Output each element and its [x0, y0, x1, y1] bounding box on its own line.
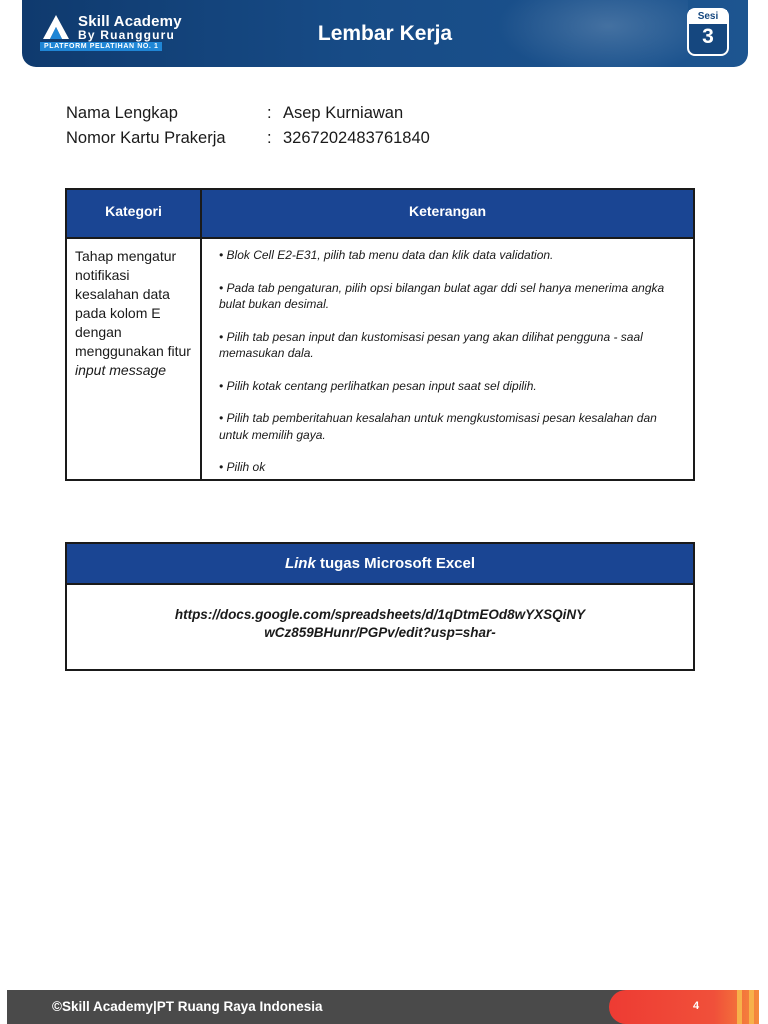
logo-text-brand: Skill Academy — [78, 13, 182, 30]
logo-tagline: PLATFORM PELATIHAN NO. 1 — [40, 42, 162, 51]
step-item: • Pilih ok — [219, 460, 266, 474]
column-header-kategori: Kategori — [105, 203, 162, 219]
column-divider — [200, 190, 202, 479]
kategori-text: Tahap mengatur notifikasi kesalahan data pada kolom E dengan menggunakan fitur — [75, 248, 191, 359]
footer-accent-shape — [609, 990, 759, 1024]
task-table — [65, 188, 695, 481]
card-label: Nomor Kartu Prakerja — [66, 129, 226, 147]
kategori-cell — [75, 247, 197, 380]
link-url-line1[interactable]: https://docs.google.com/spreadsheets/d/1qDtmEOd8wYXSQiNY — [174, 607, 586, 622]
link-title-italic: Link — [284, 555, 316, 572]
step-item: • Pilih kotak centang perlihatkan pesan input saat sel dipilih. — [219, 378, 537, 393]
card-value: 3267202483761840 — [283, 129, 430, 147]
step-item: • Pilih tab pesan input dan kustomisasi pesan yang akan dilihat pengguna - saal memasukan dala. — [219, 329, 643, 360]
session-number: 3 — [702, 25, 714, 48]
footer-stripe — [737, 990, 742, 1024]
separator: : — [267, 104, 272, 122]
footer-stripe — [749, 990, 754, 1024]
kategori-italic-text: input message — [75, 362, 167, 378]
link-title-rest: tugas Microsoft Excel — [315, 555, 476, 572]
step-item: • Blok Cell E2-E31, pilih tab menu data dan klik data validation. — [219, 248, 554, 262]
footer-bar — [7, 990, 759, 1024]
task-table-header — [67, 190, 693, 239]
name-value: Asep Kurniawan — [283, 104, 404, 122]
session-badge — [687, 8, 729, 56]
session-label: Sesi — [689, 10, 727, 24]
link-url-line2[interactable]: wCz859BHunr/PGPv/edit?usp=shar- — [264, 625, 496, 640]
header-banner — [22, 0, 748, 67]
step-item: • Pada tab pengaturan, pilih opsi bilangan bulat agar ddi sel hanya menerima angka bulat bukan desimal. — [219, 280, 665, 311]
page-number: 4 — [693, 1000, 700, 1012]
link-table-header — [67, 544, 693, 585]
footer-copyright: ©Skill Academy|PT Ruang Raya Indonesia — [52, 999, 323, 1014]
separator: : — [267, 129, 272, 147]
keterangan-cell — [219, 247, 689, 492]
spreadsheet-link[interactable] — [67, 606, 693, 642]
link-table — [65, 542, 695, 671]
column-header-keterangan: Keterangan — [408, 203, 487, 219]
page-title: Lembar Kerja — [317, 22, 453, 45]
step-item: • Pilih tab pemberitahuan kesalahan untuk mengkustomisasi pesan kesalahan dan untuk memilih gaya. — [219, 411, 657, 442]
name-label: Nama Lengkap — [66, 104, 178, 122]
logo-text-sub: By Ruangguru — [78, 28, 176, 42]
